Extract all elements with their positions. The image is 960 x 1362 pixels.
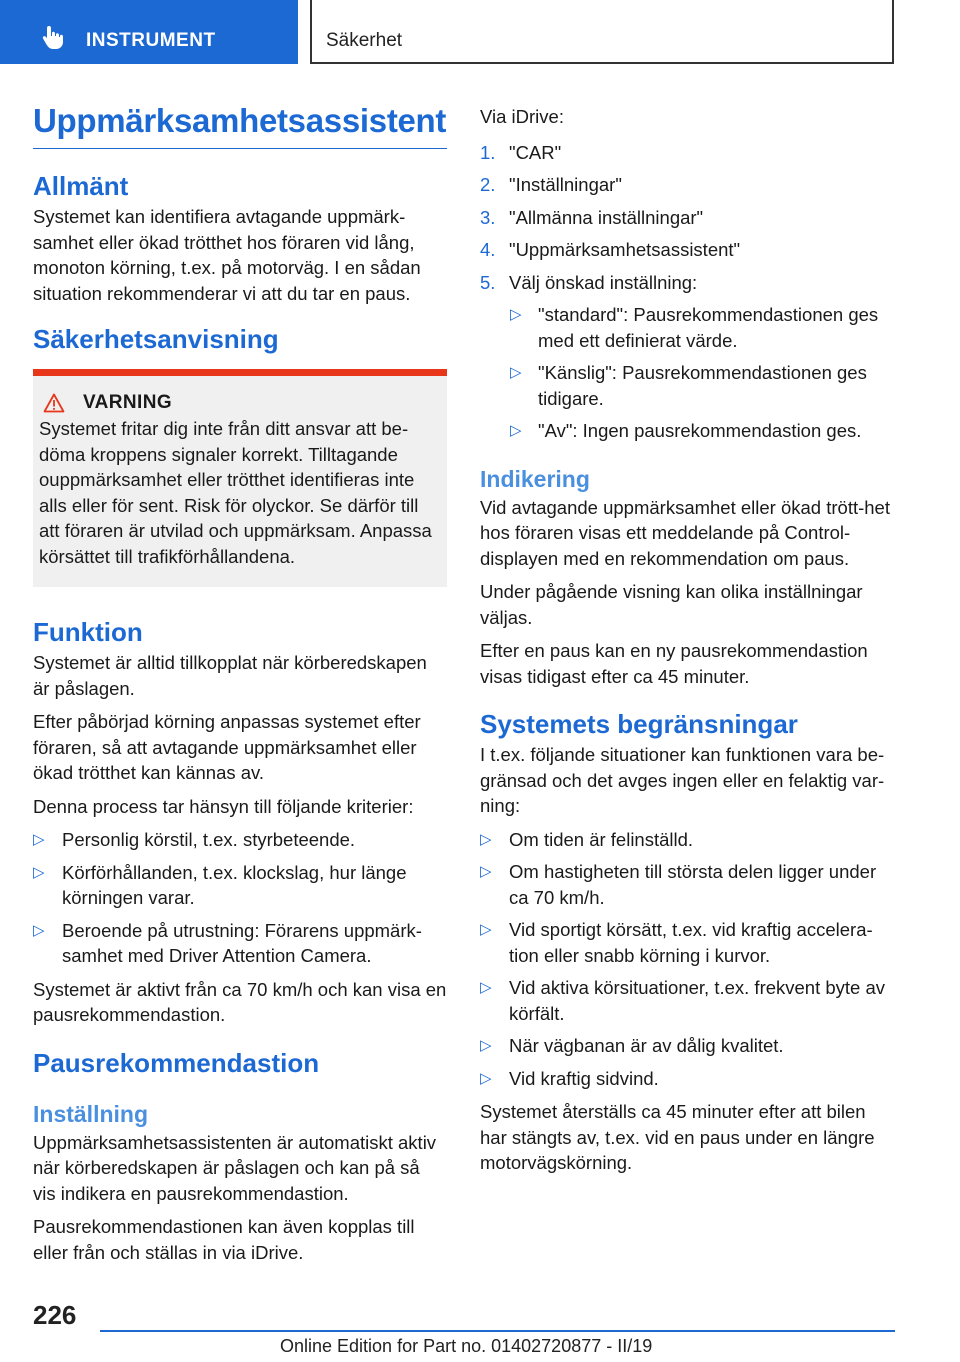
list-item: ▷ Vid aktiva körsituationer, t.ex. frekvent byte av körfält. — [480, 975, 894, 1026]
warning-label: VARNING — [83, 392, 173, 413]
list-item: ▷ "Av": Ingen pausrekommendastion ges. — [480, 418, 894, 444]
warning-box — [33, 369, 447, 587]
list-item: 5. Välj önskad inställning: — [480, 271, 698, 293]
heading-begransningar: Systemets begränsningar — [480, 709, 798, 739]
begransningar-p1: I t.ex. följande situationer kan funktionen vara be-gränsad och det avges ingen eller en felaktig var-ning: — [480, 744, 885, 816]
list-item: 1. "CAR" — [480, 141, 562, 163]
list-item: ▷ Vid sportigt körsätt, t.ex. vid kraftig accelera-tion eller snabb körning i kurvor. — [480, 917, 894, 968]
section-header — [310, 0, 894, 64]
funktion-p4: Systemet är aktivt från ca 70 km/h och kan visa en pausrekommendastion. — [33, 978, 447, 1025]
paus-p2: Pausrekommendastionen kan även kopplas till eller från och ställas in via iDrive. — [33, 1216, 415, 1263]
list-item: ▷ Personlig körstil, t.ex. styrbeteende. — [33, 827, 447, 853]
list-item: ▷ Körförhållanden, t.ex. klockslag, hur länge körningen varar. — [33, 860, 447, 911]
indikering-p2: Under pågående visning kan olika inställningar väljas. — [480, 581, 863, 628]
list-item: ▷ Vid kraftig sidvind. — [480, 1066, 894, 1092]
right-column — [480, 104, 894, 1184]
list-item: ▷ När vägbanan är av dålig kvalitet. — [480, 1033, 894, 1059]
chapter-tab[interactable] — [0, 0, 298, 64]
list-item: ▷ Om tiden är felinställd. — [480, 827, 894, 853]
list-item: 4. "Uppmärksamhetsassistent" — [480, 239, 741, 260]
paus-p1: Uppmärksamhetsassistenten är automatiskt aktiv när körberedskapen är påslagen och kan på så vis indikera en pausrekommendastion. — [33, 1131, 437, 1204]
funktion-p2: Efter påbörjad körning anpassas systemet efter föraren, så att avtagande uppmärksamhet eller ökad trötthet kan kännas av. — [33, 711, 421, 783]
warning-text: Systemet fritar dig inte från ditt ansvar att be-döma kroppens signaler korrekt. Tilltagande ouppmärksamhet eller trötthet identifieras inte alls eller för sent. Risk för olyckor. Se därför till att föraren är utvilad och uppmärksam. Anpassa körsättet till trafikförhållandena. — [39, 418, 432, 567]
criteria-list — [33, 827, 447, 969]
list-item: ▷ "Känslig": Pausrekommendastionen ges tidigare. — [480, 360, 894, 411]
heading-allmant: Allmänt — [33, 171, 129, 201]
indikering-p3: Efter en paus kan en ny pausrekommendastion visas tidigast efter ca 45 minuter. — [480, 640, 868, 687]
heading-indikering: Indikering — [480, 465, 590, 492]
funktion-p3: Denna process tar hänsyn till följande kriterier: — [33, 795, 414, 817]
funktion-p1: Systemet är alltid tillkopplat när körberedskapen är påslagen. — [33, 652, 427, 699]
warning-title — [39, 392, 439, 414]
heading-sakerhetsanvisning: Säkerhetsanvisning — [33, 324, 279, 354]
via-idrive: Via iDrive: — [480, 106, 564, 127]
warning-triangle-icon — [43, 393, 65, 413]
limitations-list — [480, 827, 894, 1092]
list-item: ▷ Beroende på utrustning: Förarens uppmärk-samhet med Driver Attention Camera. — [33, 918, 447, 969]
indikering-p1: Vid avtagande uppmärksamhet eller ökad trött-het hos föraren visas ett meddelande på Control-displayen med en rekommendation om paus. — [480, 496, 890, 569]
begransningar-p2: Systemet återställs ca 45 minuter efter att bilen har stängts av, t.ex. vid en paus under en längre motorvägskörning. — [480, 1101, 875, 1173]
left-column — [33, 98, 447, 1273]
page-title: Uppmärksamhetsassistent — [33, 102, 447, 149]
allmant-text: Systemet kan identifiera avtagande uppmärk-samhet eller ökad trötthet hos föraren vid lång, monoton körning, t.ex. på motorväg. I en sådan situation rekommenderar vi att du tar en paus. — [33, 206, 421, 304]
chapter-tab-label: INSTRUMENT — [86, 30, 216, 51]
idrive-steps — [480, 140, 894, 296]
list-item: 3. "Allmänna inställningar" — [480, 206, 704, 228]
section-label: Säkerhet — [326, 30, 403, 51]
list-item: ▷ "standard": Pausrekommendastionen ges med ett definierat värde. — [480, 302, 894, 353]
hand-pointer-icon — [40, 24, 66, 50]
setting-options-list — [480, 302, 894, 444]
page-number: 226 — [33, 1300, 77, 1330]
footer-edition: Online Edition for Part no. 01402720877 - II/19 — [280, 1336, 653, 1356]
list-item: ▷ Om hastigheten till största delen ligger under ca 70 km/h. — [480, 859, 894, 910]
footer-divider — [100, 1330, 895, 1332]
list-item: 2. "Inställningar" — [480, 174, 622, 195]
heading-installning: Inställning — [33, 1100, 148, 1127]
heading-pausrekommendastion: Pausrekommendastion — [33, 1047, 320, 1078]
heading-funktion: Funktion — [33, 617, 143, 647]
